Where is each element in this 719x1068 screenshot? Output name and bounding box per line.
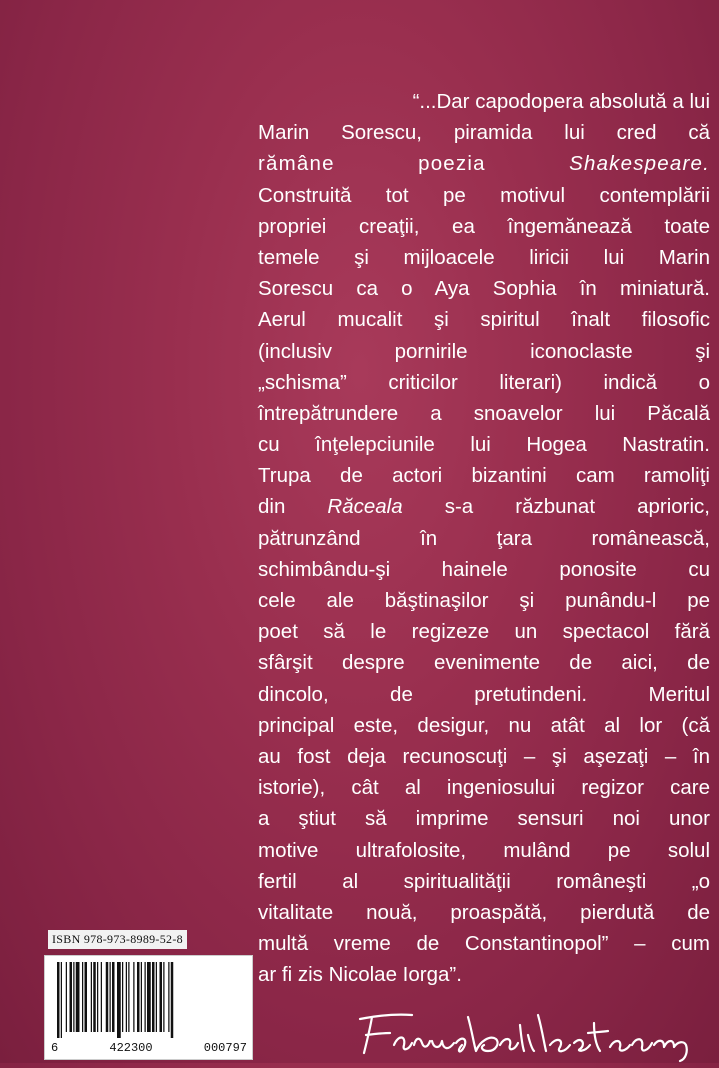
quote-line: dincolo, de pretutindeni. Meritul (258, 682, 710, 706)
quote-line: Aerul mucalit şi spiritul înalt filosofic (258, 308, 710, 332)
quote-line: fertil al spiritualităţii româneşti „o (258, 869, 710, 893)
back-cover-quote (258, 86, 710, 990)
quote-line: sfârşit despre evenimente de aici, de (258, 651, 710, 675)
quote-line: întrepătrundere a snoavelor lui Păcală (258, 401, 710, 425)
quote-line: pătrunzând în ţara românească, (258, 526, 710, 550)
barcode-bar (76, 962, 80, 1032)
barcode-bars (55, 962, 245, 1038)
barcode-bar (112, 962, 115, 1032)
quote-line: au fost deja recunoscuţi – şi aşezaţi – în (258, 744, 710, 768)
quote-line: cu înţelepciunile lui Hogea Nastratin. (258, 433, 710, 457)
barcode-bar (110, 962, 111, 1032)
quote-line: multă vreme de Constantinopol” – cum (258, 932, 710, 956)
quote-line: Construită tot pe motivul contemplării (258, 183, 710, 207)
barcode-bar (91, 962, 92, 1032)
quote-line: temele şi mijloacele liricii lui Marin (258, 245, 710, 269)
quote-line: Trupa de actori bizantini cam ramoliţi (258, 464, 710, 488)
barcode-bar (137, 962, 140, 1032)
barcode-bar (93, 962, 96, 1032)
quote-line: din Răceala s-a răzbunat aprioric, (258, 495, 710, 519)
barcode-bar (152, 962, 155, 1032)
quote-line: vitalitate nouă, proaspătă, pierdută de (258, 900, 710, 924)
quote-line: “...Dar capodopera absolută a lui (412, 90, 710, 113)
barcode-digit-group: 6 (51, 1041, 59, 1055)
quote-line: schimbându-şi hainele ponosite cu (258, 557, 710, 581)
barcode (44, 955, 253, 1060)
quote-line: (inclusiv pornirile iconoclaste şi (258, 339, 710, 363)
barcode-bar (122, 962, 123, 1032)
barcode-bar (141, 962, 142, 1032)
quote-line: a ştiut să imprime sensuri noi unor (258, 807, 710, 831)
barcode-bar (70, 962, 73, 1032)
barcode-bar (168, 962, 169, 1032)
barcode-bar (145, 962, 146, 1032)
quote-line: rămâne poezia Shakespeare. (258, 152, 710, 176)
barcode-bar (133, 962, 134, 1032)
barcode-bar (82, 962, 83, 1032)
barcode-bar (73, 962, 74, 1032)
barcode-bar (106, 962, 109, 1032)
barcode-bar (101, 962, 102, 1032)
barcode-bar (171, 962, 174, 1038)
quote-line: poet să le regizeze un spectacol fără (258, 620, 710, 644)
barcode-bar (156, 962, 157, 1032)
italic-title-shakespeare: Shakespeare. (569, 152, 710, 176)
quote-line: Marin Sorescu, piramida lui cred că (258, 121, 710, 145)
barcode-digit-group: 000797 (203, 1041, 247, 1055)
signature-icon (350, 1005, 710, 1063)
quote-line: propriei creaţii, ea îngemănează toate (258, 214, 710, 238)
barcode-bar (97, 962, 98, 1032)
italic-title-raceala: Răceala (327, 495, 403, 519)
quote-line: Sorescu ca o Aya Sophia în miniatură. (258, 277, 710, 301)
barcode-bar (85, 962, 88, 1032)
barcode-bar (147, 962, 151, 1032)
quote-line: istorie), cât al ingeniosului regizor care (258, 776, 710, 800)
barcode-bar (57, 962, 60, 1038)
barcode-bar (163, 962, 164, 1032)
quote-line: „schisma” criticilor literari) indică o (258, 370, 710, 394)
quote-line: motive ultrafolosite, mulând pe solul (258, 838, 710, 862)
barcode-digits (51, 1041, 247, 1055)
barcode-bar (61, 962, 62, 1038)
barcode-bar (160, 962, 163, 1032)
barcode-bar (117, 962, 121, 1038)
isbn-label: ISBN 978-973-8989-52-8 (48, 930, 187, 949)
barcode-bar (66, 962, 67, 1032)
quote-line: principal este, desigur, nu atât al lor (că (258, 713, 710, 737)
barcode-bar (126, 962, 127, 1032)
author-signature (350, 1005, 710, 1063)
barcode-bar (128, 962, 129, 1032)
barcode-digit-group: 422300 (109, 1041, 153, 1055)
quote-line: cele ale băştinaşilor şi punându-l pe (258, 589, 710, 612)
quote-line: ar fi zis Nicolae Iorga”. (258, 963, 462, 987)
